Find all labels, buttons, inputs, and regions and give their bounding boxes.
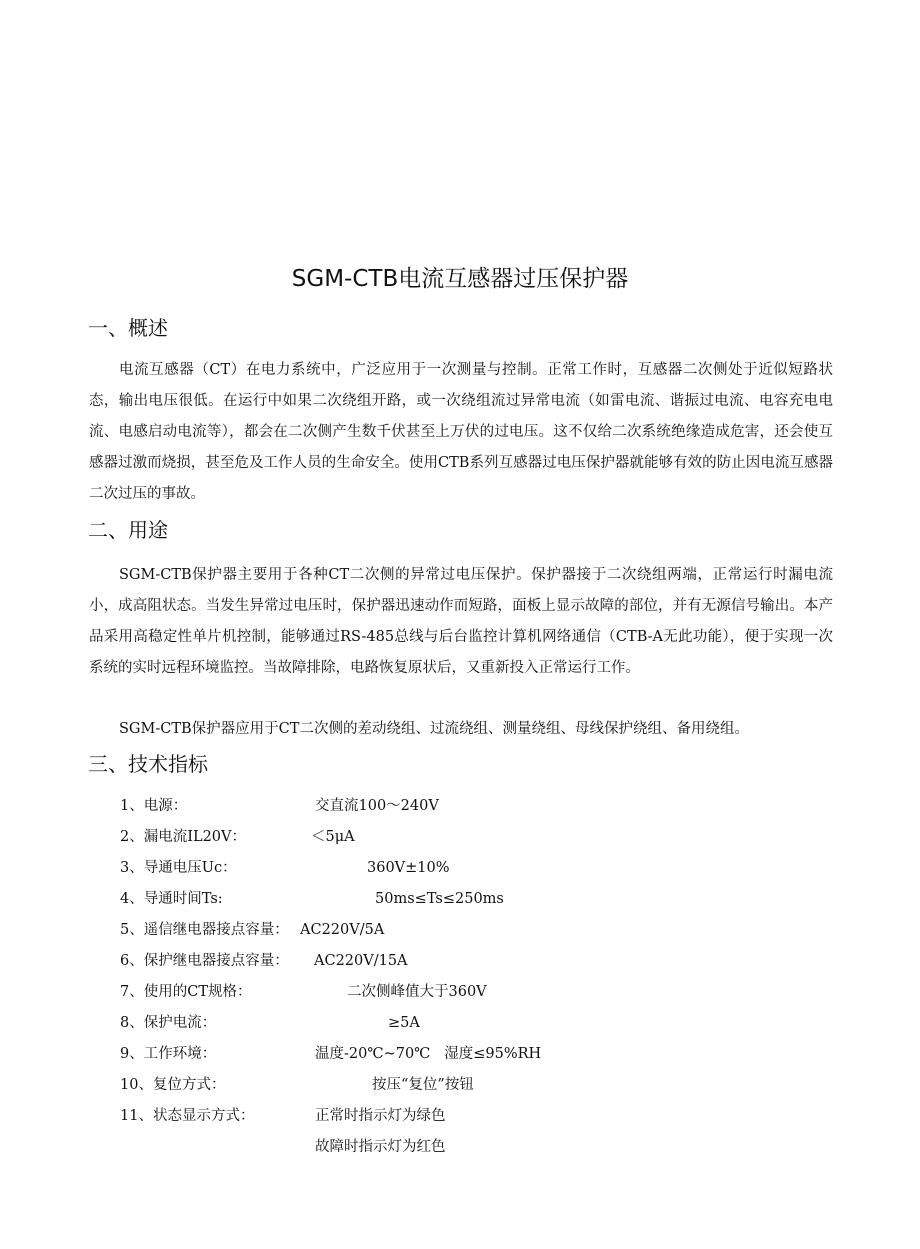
spec-value: ≥5A <box>388 1015 420 1031</box>
spec-value: 按压“复位”按钮 <box>372 1077 474 1093</box>
spec-value: 360V±10% <box>367 860 450 876</box>
spec-row-protection-current <box>120 1008 820 1039</box>
spec-value: 交直流100～240V <box>315 798 439 814</box>
section-heading-overview: 一、概述 <box>88 316 168 340</box>
spec-row-power <box>120 791 820 822</box>
spec-label: 9、工作环境： <box>120 1046 217 1062</box>
spec-label: 5、遥信继电器接点容量： <box>120 922 289 938</box>
spec-label: 1、电源： <box>120 798 188 814</box>
spec-row-reset-method <box>120 1070 820 1101</box>
spec-value: 50ms≤Ts≤250ms <box>375 891 504 907</box>
spec-value: AC220V/15A <box>314 953 408 969</box>
spec-row-conduction-voltage <box>120 853 820 884</box>
usage-paragraph-application: SGM-CTB保护器应用于CT二次侧的差动绕组、过流绕组、测量绕组、母线保护绕组、备用绕组。 <box>119 721 749 737</box>
spec-label: 3、导通电压Uc： <box>120 860 237 876</box>
spec-value: 二次侧峰值大于360V <box>347 984 487 1000</box>
spec-label: 2、漏电流IL20V： <box>120 829 247 845</box>
spec-label: 10、复位方式： <box>120 1077 226 1093</box>
spec-row-signal-relay-capacity <box>120 915 820 946</box>
spec-row-ct-spec <box>120 977 820 1008</box>
spec-value: 故障时指示灯为红色 <box>315 1139 446 1155</box>
spec-row-protection-relay-capacity <box>120 946 820 977</box>
spec-label: 6、保护继电器接点容量： <box>120 953 289 969</box>
spec-label: 11、状态显示方式： <box>120 1108 255 1124</box>
spec-value: 正常时指示灯为绿色 <box>315 1108 446 1124</box>
spec-value: AC220V/5A <box>300 922 385 938</box>
spec-row-status-display-fault <box>120 1132 820 1163</box>
overview-paragraph: 电流互感器（CT）在电力系统中，广泛应用于一次测量与控制。正常工作时，互感器二次侧处于近似短路状态，输出电压很低。在运行中如果二次绕组开路，或一次绕组流过异常电流（如雷电流、谐振过电流、电容充电电流、电感启动电流等），都会在二次侧产生数千伏甚至上万伏的过电压。这不仅给二次系统绝缘造成危害，还会使互感器过激而烧损，甚至危及工作人员的生命安全。使用CTB系列互感器过电压保护器就能够有效的防止因电流互感器二次过压的事故。 <box>89 362 833 502</box>
spec-row-conduction-time <box>120 884 820 915</box>
section-heading-specs: 三、技术指标 <box>88 752 208 776</box>
spec-label: 7、使用的CT规格： <box>120 984 252 1000</box>
spec-row-environment <box>120 1039 820 1070</box>
document-title: SGM-CTB电流互感器过压保护器 <box>291 266 629 292</box>
spec-row-leakage-current <box>120 822 820 853</box>
spec-row-status-display <box>120 1101 820 1132</box>
spec-value: ＜5μA <box>311 829 355 845</box>
usage-paragraph: SGM-CTB保护器主要用于各种CT二次侧的异常过电压保护。保护器接于二次绕组两端，正常运行时漏电流小，成高阻状态。当发生异常过电压时，保护器迅速动作而短路，面板上显示故障的部位，并有无源信号输出。本产品采用高稳定性单片机控制，能够通过RS-485总线与后台监控计算机网络通信（CTB-A无此功能），便于实现一次系统的实时远程环境监控。当故障排除，电路恢复原状后，又重新投入正常运行工作。 <box>89 567 833 676</box>
spec-value: 温度-20℃~70℃ 湿度≤95%RH <box>315 1046 542 1062</box>
spec-label: 4、导通时间Ts: <box>120 891 223 907</box>
section-heading-usage: 二、用途 <box>88 518 168 542</box>
spec-label: 8、保护电流： <box>120 1015 217 1031</box>
